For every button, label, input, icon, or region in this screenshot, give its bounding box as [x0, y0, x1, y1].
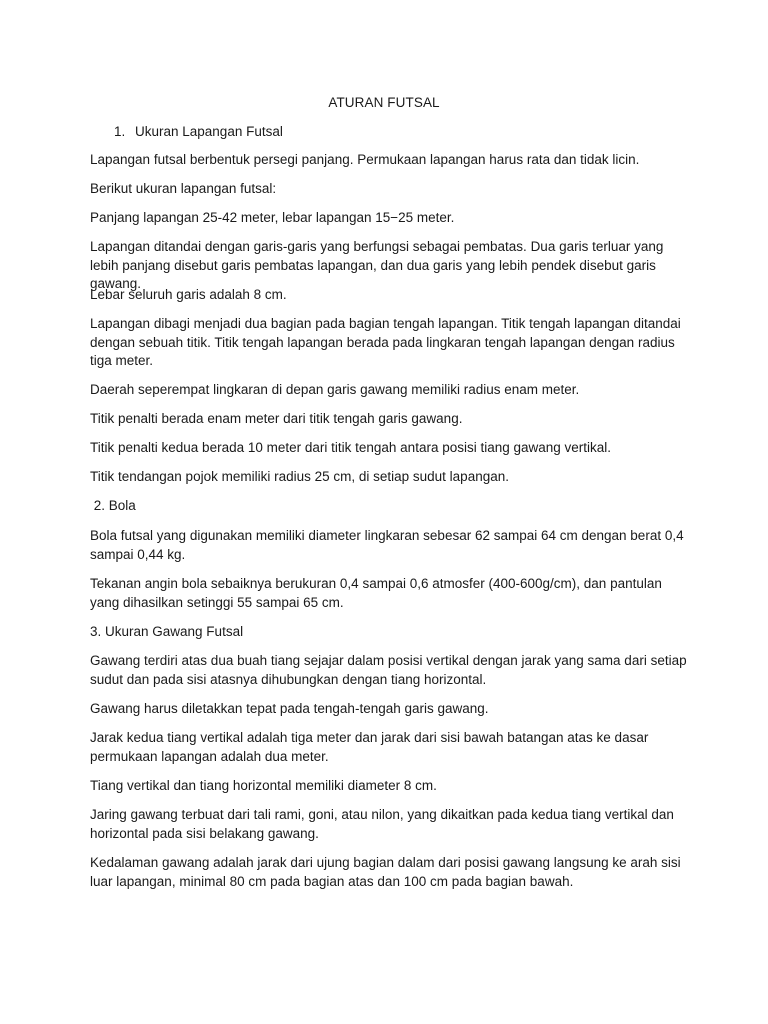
section-2-heading: 2. Bola [90, 498, 136, 513]
paragraph-field-dimensions: Panjang lapangan 25-42 meter, lebar lapangan 15−25 meter. [90, 210, 455, 225]
document-title: ATURAN FUTSAL [328, 95, 440, 110]
paragraph-goal-placement: Gawang harus diletakkan tepat pada tengah-tengah garis gawang. [90, 701, 489, 716]
paragraph-center-circle: Lapangan dibagi menjadi dua bagian pada bagian tengah lapangan. Titik tengah lapangan ditandai dengan sebuah titik. Titik tengah lapangan berada pada lingkaran tengah lapangan dengan radius tiga meter. [90, 316, 681, 368]
paragraph-boundary-lines: Lapangan ditandai dengan garis-garis yang berfungsi sebagai pembatas. Dua garis terluar yang lebih panjang disebut garis pembatas lapangan, dan dua garis yang lebih pendek disebut garis gawang. [90, 239, 664, 291]
section-3-heading: 3. Ukuran Gawang Futsal [90, 624, 244, 639]
section-1-heading [114, 123, 283, 141]
paragraph-goal-structure: Gawang terdiri atas dua buah tiang sejajar dalam posisi vertikal dengan jarak yang sama dari setiap sudut dan pada sisi atasnya dihubungkan dengan tiang horizontal. [90, 653, 687, 687]
paragraph-ball-size: Bola futsal yang digunakan memiliki diameter lingkaran sebesar 62 sampai 64 cm dengan berat 0,4 sampai 0,44 kg. [90, 528, 684, 562]
paragraph-corner-kick: Titik tendangan pojok memiliki radius 25 cm, di setiap sudut lapangan. [90, 469, 509, 484]
paragraph-quarter-circle: Daerah seperempat lingkaran di depan garis gawang memiliki radius enam meter. [90, 382, 580, 397]
paragraph-line-width: Lebar seluruh garis adalah 8 cm. [90, 287, 287, 302]
paragraph-field-shape: Lapangan futsal berbentuk persegi panjang. Permukaan lapangan harus rata dan tidak licin. [90, 152, 640, 167]
section-1-number: 1. [114, 124, 126, 139]
paragraph-field-size-intro: Berikut ukuran lapangan futsal: [90, 181, 277, 196]
section-1-heading-text: Ukuran Lapangan Futsal [135, 124, 283, 139]
paragraph-second-penalty-spot: Titik penalti kedua berada 10 meter dari titik tengah antara posisi tiang gawang vertikal. [90, 440, 612, 455]
paragraph-post-diameter: Tiang vertikal dan tiang horizontal memiliki diameter 8 cm. [90, 778, 437, 793]
paragraph-goal-dimensions: Jarak kedua tiang vertikal adalah tiga meter dan jarak dari sisi bawah batangan atas ke dasar permukaan lapangan adalah dua meter. [90, 730, 649, 764]
paragraph-goal-depth: Kedalaman gawang adalah jarak dari ujung bagian dalam dari posisi gawang langsung ke arah sisi luar lapangan, minimal 80 cm pada bagian atas dan 100 cm pada bagian bawah. [90, 855, 681, 889]
paragraph-goal-net: Jaring gawang terbuat dari tali rami, goni, atau nilon, yang dikaitkan pada kedua tiang vertikal dan horizontal pada sisi belakang gawang. [90, 807, 674, 841]
paragraph-ball-pressure: Tekanan angin bola sebaiknya berukuran 0,4 sampai 0,6 atmosfer (400-600g/cm), dan pantulan yang dihasilkan setinggi 55 sampai 65 cm. [90, 576, 662, 610]
paragraph-penalty-spot: Titik penalti berada enam meter dari titik tengah garis gawang. [90, 411, 463, 426]
